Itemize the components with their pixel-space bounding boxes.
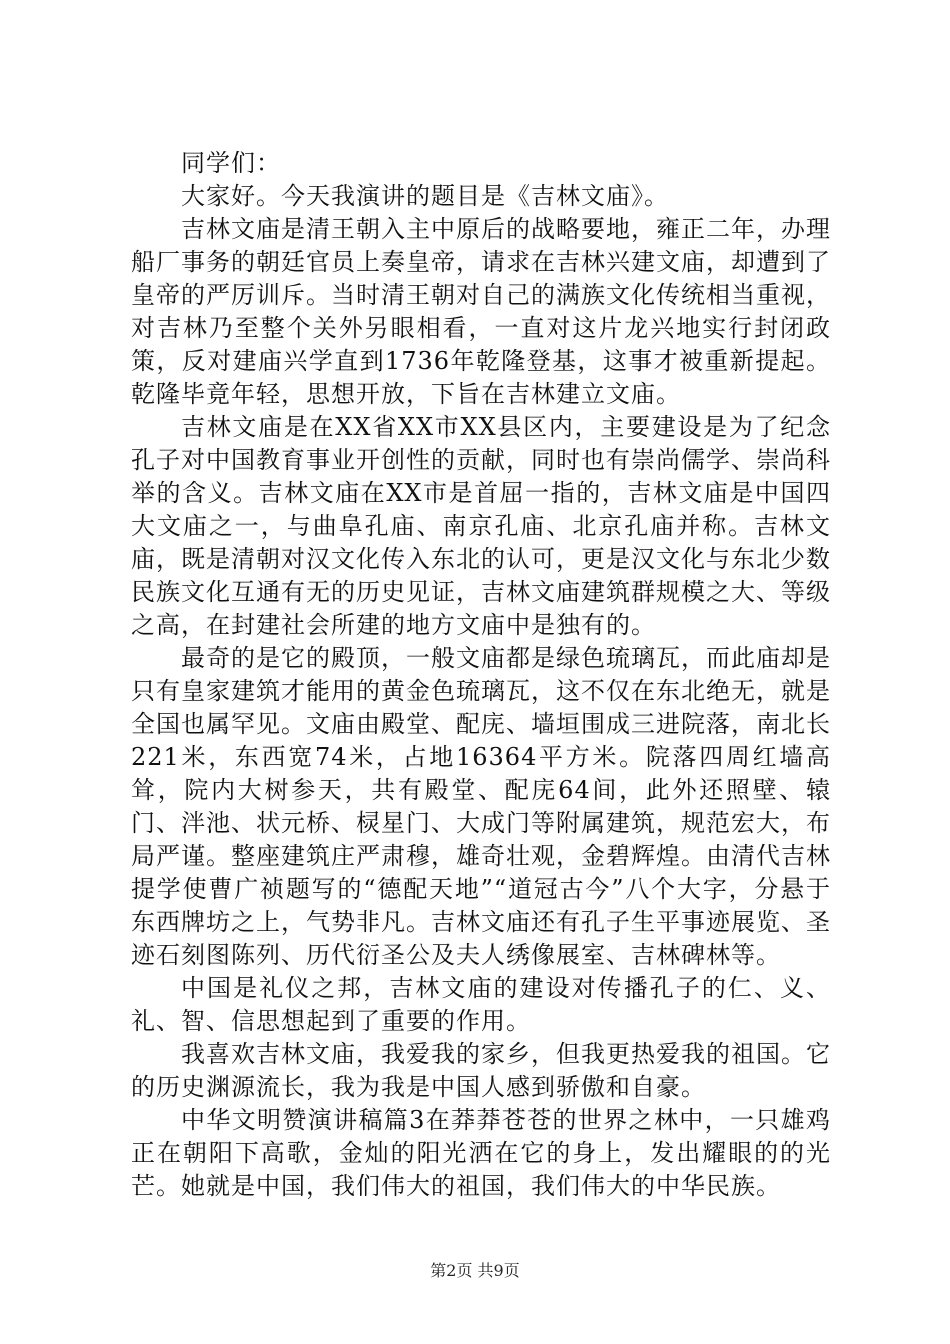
paragraph-intro: 大家好。今天我演讲的题目是《吉林文庙》。 bbox=[181, 182, 669, 210]
paragraph-etiquette: 中国是礼仪之邦，吉林文庙的建设对传播孔子的仁、义、礼、智、信思想起到了重要的作用。 bbox=[131, 974, 831, 1035]
page-number-footer: 第2页 共9页 bbox=[430, 1261, 520, 1280]
document-body bbox=[131, 147, 831, 1203]
paragraph-greeting: 同学们： bbox=[181, 149, 281, 177]
paragraph-architecture: 最奇的是它的殿顶，一般文庙都是绿色琉璃瓦，而此庙却是只有皇家建筑才能用的黄金色琉璃瓦，这不仅在东北绝无，就是全国也属罕见。文庙由殿堂、配庑、墙垣围成三进院落，南北长221米，东西宽74米，占地16364平方米。院落四周红墙高耸，院内大树参天，共有殿堂、配庑64间，此外还照壁、辕门、泮池、状元桥、棂星门、大成门等附属建筑，规范宏大，布局严谨。整座建筑庄严肃穆，雄奇壮观，金碧辉煌。由清代吉林提学使曹广祯题写的“德配天地”“道冠古今”八个大字，分悬于东西牌坊之上，气势非凡。吉林文庙还有孔子生平事迹展览、圣迹石刻图陈列、历代衍圣公及夫人绣像展室、吉林碑林等。 bbox=[131, 644, 831, 969]
paragraph-chapter3: 中华文明赞演讲稿篇3在莽莽苍苍的世界之林中，一只雄鸡正在朝阳下高歌，金灿的阳光洒在它的身上，发出耀眼的的光芒。她就是中国，我们伟大的祖国，我们伟大的中华民族。 bbox=[131, 1106, 831, 1200]
paragraph-history: 吉林文庙是清王朝入主中原后的战略要地，雍正二年，办理船厂事务的朝廷官员上奏皇帝，请求在吉林兴建文庙，却遭到了皇帝的严厉训斥。当时清王朝对自己的满族文化传统相当重视，对吉林乃至整个关外另眼相看，一直对这片龙兴地实行封闭政策，反对建庙兴学直到1736年乾隆登基，这事才被重新提起。乾隆毕竟年轻，思想开放，下旨在吉林建立文庙。 bbox=[131, 215, 831, 408]
paragraph-love: 我喜欢吉林文庙，我爱我的家乡，但我更热爱我的祖国。它的历史渊源流长，我为我是中国人感到骄傲和自豪。 bbox=[131, 1040, 831, 1101]
paragraph-location: 吉林文庙是在XX省XX市XX县区内，主要建设是为了纪念孔子对中国教育事业开创性的贡献，同时也有崇尚儒学、崇尚科举的含义。吉林文庙在XX市是首屈一指的，吉林文庙是中国四大文庙之一，与曲阜孔庙、南京孔庙、北京孔庙并称。吉林文庙，既是清朝对汉文化传入东北的认可，更是汉文化与东北少数民族文化互通有无的历史见证，吉林文庙建筑群规模之大、等级之高，在封建社会所建的地方文庙中是独有的。 bbox=[131, 413, 831, 639]
